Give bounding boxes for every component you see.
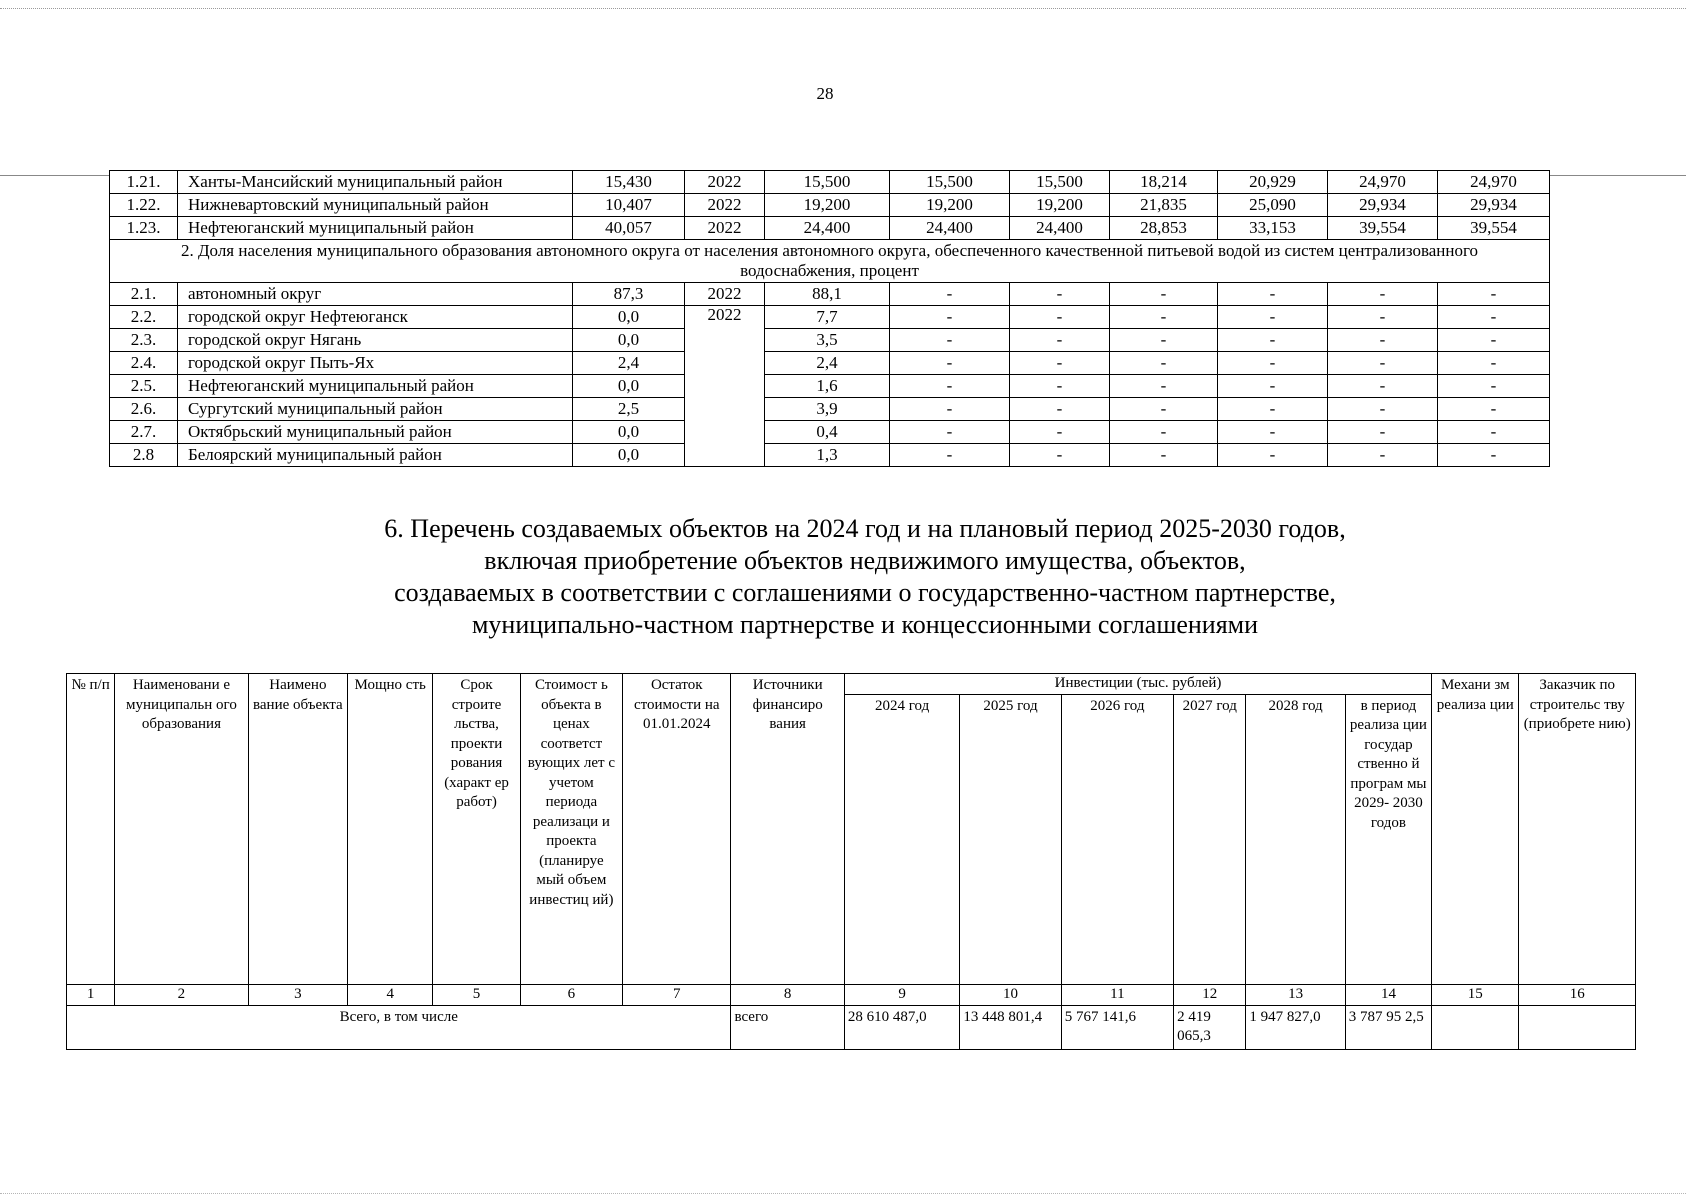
- row-dash: -: [1218, 283, 1328, 306]
- column-number: 10: [960, 984, 1061, 1005]
- header-row-1: [67, 674, 1636, 695]
- column-number: 13: [1246, 984, 1345, 1005]
- table-row: [110, 444, 1550, 467]
- col-header-num: № п/п: [67, 674, 115, 985]
- row-value: 15,500: [890, 171, 1010, 194]
- row-dash: -: [1438, 283, 1550, 306]
- col-header-2028: 2028 год: [1246, 694, 1345, 984]
- page-number: 28: [816, 84, 834, 103]
- objects-table: [66, 673, 1636, 1050]
- row-dash: -: [1438, 352, 1550, 375]
- table-row: [110, 421, 1550, 444]
- row-value: 15,500: [1010, 171, 1110, 194]
- section2-caption: 2. Доля населения муниципального образования автономного округа от населения автономного округа, обеспеченного качественной питьевой водой из систем централизованного водоснабжения, процент: [110, 240, 1550, 283]
- row-dash: -: [1110, 421, 1218, 444]
- row-dash: -: [1328, 329, 1438, 352]
- table-row: [110, 194, 1550, 217]
- row-dash: -: [1010, 444, 1110, 467]
- row-dash: -: [1328, 352, 1438, 375]
- row-value: 28,853: [1110, 217, 1218, 240]
- row-number: 2.7.: [110, 421, 178, 444]
- row-number: 1.23.: [110, 217, 178, 240]
- row-number: 2.6.: [110, 398, 178, 421]
- row-dash: -: [1328, 444, 1438, 467]
- row-number: 2.1.: [110, 283, 178, 306]
- row-value: 21,835: [1110, 194, 1218, 217]
- row-value: 15,500: [765, 171, 890, 194]
- table-row: [110, 398, 1550, 421]
- col-header-object-name: Наимено вание объекта: [248, 674, 347, 985]
- column-numbers-row: [67, 984, 1636, 1005]
- row-value: 7,7: [765, 306, 890, 329]
- row-dash: -: [1010, 329, 1110, 352]
- row-number: 1.22.: [110, 194, 178, 217]
- row-dash: -: [890, 283, 1010, 306]
- scan-line-left: [0, 175, 110, 176]
- col-header-investments: Инвестиции (тыс. рублей): [844, 674, 1431, 695]
- row-base-year-merged: 2022: [685, 306, 765, 467]
- row-dash: -: [1438, 421, 1550, 444]
- row-dash: -: [1110, 444, 1218, 467]
- row-base-value: 10,407: [573, 194, 685, 217]
- row-value: 25,090: [1218, 194, 1328, 217]
- row-name: автономный округ: [178, 283, 573, 306]
- row-value: 18,214: [1110, 171, 1218, 194]
- row-value: 88,1: [765, 283, 890, 306]
- row-dash: -: [890, 444, 1010, 467]
- row-value: 1,6: [765, 375, 890, 398]
- total-2028: 1 947 827,0: [1246, 1005, 1345, 1049]
- column-number: 5: [433, 984, 520, 1005]
- section2-caption-row: [110, 240, 1550, 283]
- total-2027: 2 419 065,3: [1174, 1005, 1246, 1049]
- column-number: 11: [1061, 984, 1173, 1005]
- row-value: 29,934: [1328, 194, 1438, 217]
- column-number: 1: [67, 984, 115, 1005]
- scan-edge-bottom: [0, 1193, 1686, 1194]
- row-dash: -: [1010, 421, 1110, 444]
- section6-title: [270, 513, 1460, 641]
- total-label: Всего, в том числе: [67, 1005, 731, 1049]
- column-number: 7: [623, 984, 731, 1005]
- row-value: 29,934: [1438, 194, 1550, 217]
- row-name: Ханты-Мансийский муниципальный район: [178, 171, 573, 194]
- row-dash: -: [1010, 283, 1110, 306]
- row-base-year: 2022: [685, 217, 765, 240]
- column-number: 9: [844, 984, 959, 1005]
- row-base-value: 0,0: [573, 306, 685, 329]
- row-dash: -: [890, 329, 1010, 352]
- row-dash: -: [1328, 398, 1438, 421]
- row-dash: -: [1328, 283, 1438, 306]
- col-header-cost: Стоимост ь объекта в ценах соответст вующих лет с учетом периода реализаци и проекта (планируе мый объем инвестиц ий): [520, 674, 622, 985]
- row-dash: -: [1110, 306, 1218, 329]
- row-base-year: 2022: [685, 283, 765, 306]
- col-header-2025: 2025 год: [960, 694, 1061, 984]
- row-dash: -: [1328, 421, 1438, 444]
- row-dash: -: [1010, 306, 1110, 329]
- row-dash: -: [1218, 398, 1328, 421]
- row-number: 2.2.: [110, 306, 178, 329]
- row-dash: -: [1218, 329, 1328, 352]
- col-header-2029-2030: в период реализа ции государ ственно й програм мы 2029- 2030 годов: [1345, 694, 1431, 984]
- row-value: 24,400: [890, 217, 1010, 240]
- table-row: [110, 283, 1550, 306]
- total-mechanism: [1432, 1005, 1519, 1049]
- row-number: 1.21.: [110, 171, 178, 194]
- row-name: Белоярский муниципальный район: [178, 444, 573, 467]
- row-name: Нижневартовский муниципальный район: [178, 194, 573, 217]
- column-number: 6: [520, 984, 622, 1005]
- row-base-value: 40,057: [573, 217, 685, 240]
- row-dash: -: [1438, 329, 1550, 352]
- row-value: 33,153: [1218, 217, 1328, 240]
- section6-title-line: включая приобретение объектов недвижимого имущества, объектов,: [484, 546, 1246, 575]
- row-number: 2.3.: [110, 329, 178, 352]
- row-name: Нефтеюганский муниципальный район: [178, 375, 573, 398]
- section6-title-line: 6. Перечень создаваемых объектов на 2024 год и на плановый период 2025-2030 годов,: [384, 514, 1346, 543]
- row-number: 2.4.: [110, 352, 178, 375]
- row-value: 19,200: [1010, 194, 1110, 217]
- row-dash: -: [1218, 444, 1328, 467]
- col-header-customer: Заказчик по строительс тву (приобрете нию): [1519, 674, 1636, 985]
- row-base-value: 87,3: [573, 283, 685, 306]
- row-base-value: 2,4: [573, 352, 685, 375]
- indicators-table: [109, 170, 1550, 467]
- row-number: 2.8: [110, 444, 178, 467]
- row-value: 24,400: [1010, 217, 1110, 240]
- row-dash: -: [1328, 306, 1438, 329]
- total-customer: [1519, 1005, 1636, 1049]
- table-row: [110, 329, 1550, 352]
- column-number: 16: [1519, 984, 1636, 1005]
- row-dash: -: [1110, 375, 1218, 398]
- column-number: 12: [1174, 984, 1246, 1005]
- column-number: 2: [115, 984, 249, 1005]
- col-header-capacity: Мощно сть: [348, 674, 433, 985]
- row-dash: -: [1110, 283, 1218, 306]
- row-dash: -: [890, 352, 1010, 375]
- row-dash: -: [1010, 375, 1110, 398]
- row-dash: -: [890, 398, 1010, 421]
- col-header-term: Срок строите льства, проекти рования (характ ер работ): [433, 674, 520, 985]
- row-dash: -: [1438, 398, 1550, 421]
- table-row: [110, 217, 1550, 240]
- row-base-value: 0,0: [573, 329, 685, 352]
- row-dash: -: [1110, 352, 1218, 375]
- row-base-value: 0,0: [573, 444, 685, 467]
- row-value: 39,554: [1438, 217, 1550, 240]
- col-header-funding-sources: Источники финансиро вания: [731, 674, 844, 985]
- row-dash: -: [1218, 421, 1328, 444]
- col-header-remaining-cost: Остаток стоимости на 01.01.2024: [623, 674, 731, 985]
- row-name: Сургутский муниципальный район: [178, 398, 573, 421]
- row-name: городской округ Пыть-Ях: [178, 352, 573, 375]
- table-row: [110, 375, 1550, 398]
- scan-edge-top: [0, 8, 1686, 9]
- row-value: 0,4: [765, 421, 890, 444]
- column-number: 8: [731, 984, 844, 1005]
- row-dash: -: [1218, 306, 1328, 329]
- row-value: 19,200: [765, 194, 890, 217]
- row-dash: -: [1438, 444, 1550, 467]
- row-dash: -: [890, 306, 1010, 329]
- col-header-municipality: Наименовани е муниципальн ого образования: [115, 674, 249, 985]
- column-number: 14: [1345, 984, 1431, 1005]
- column-number: 15: [1432, 984, 1519, 1005]
- row-base-value: 0,0: [573, 375, 685, 398]
- row-dash: -: [890, 421, 1010, 444]
- row-value: 24,970: [1328, 171, 1438, 194]
- row-dash: -: [890, 375, 1010, 398]
- table-row: [110, 171, 1550, 194]
- col-header-mechanism: Механи зм реализа ции: [1432, 674, 1519, 985]
- table-row: [110, 352, 1550, 375]
- row-base-year: 2022: [685, 194, 765, 217]
- section6-title-line: муниципально-частном партнерстве и концессионными соглашениями: [471, 610, 1259, 639]
- total-source: всего: [731, 1005, 844, 1049]
- column-number: 3: [248, 984, 347, 1005]
- total-2025: 13 448 801,4: [960, 1005, 1061, 1049]
- row-dash: -: [1010, 398, 1110, 421]
- column-number: 4: [348, 984, 433, 1005]
- row-number: 2.5.: [110, 375, 178, 398]
- total-row: [67, 1005, 1636, 1049]
- total-2024: 28 610 487,0: [844, 1005, 959, 1049]
- row-dash: -: [1438, 375, 1550, 398]
- scan-line-right: [1550, 175, 1686, 176]
- col-header-2027: 2027 год: [1174, 694, 1246, 984]
- row-dash: -: [1218, 375, 1328, 398]
- row-dash: -: [1438, 306, 1550, 329]
- row-value: 19,200: [890, 194, 1010, 217]
- row-value: 20,929: [1218, 171, 1328, 194]
- row-name: Октябрьский муниципальный район: [178, 421, 573, 444]
- table-row: [110, 306, 1550, 329]
- row-value: 3,9: [765, 398, 890, 421]
- row-value: 24,400: [765, 217, 890, 240]
- row-base-value: 15,430: [573, 171, 685, 194]
- row-name: городской округ Нягань: [178, 329, 573, 352]
- row-value: 24,970: [1438, 171, 1550, 194]
- row-dash: -: [1010, 352, 1110, 375]
- row-value: 3,5: [765, 329, 890, 352]
- row-dash: -: [1110, 329, 1218, 352]
- section6-title-line: создаваемых в соответствии с соглашениями о государственно-частном партнерстве,: [394, 578, 1336, 607]
- col-header-2024: 2024 год: [844, 694, 959, 984]
- row-value: 1,3: [765, 444, 890, 467]
- row-dash: -: [1328, 375, 1438, 398]
- row-name: Нефтеюганский муниципальный район: [178, 217, 573, 240]
- col-header-2026: 2026 год: [1061, 694, 1173, 984]
- total-2029-2030: 3 787 95 2,5: [1345, 1005, 1431, 1049]
- row-base-value: 0,0: [573, 421, 685, 444]
- total-2026: 5 767 141,6: [1061, 1005, 1173, 1049]
- row-base-value: 2,5: [573, 398, 685, 421]
- row-base-year: 2022: [685, 171, 765, 194]
- row-value: 2,4: [765, 352, 890, 375]
- row-dash: -: [1110, 398, 1218, 421]
- row-value: 39,554: [1328, 217, 1438, 240]
- row-name: городской округ Нефтеюганск: [178, 306, 573, 329]
- row-dash: -: [1218, 352, 1328, 375]
